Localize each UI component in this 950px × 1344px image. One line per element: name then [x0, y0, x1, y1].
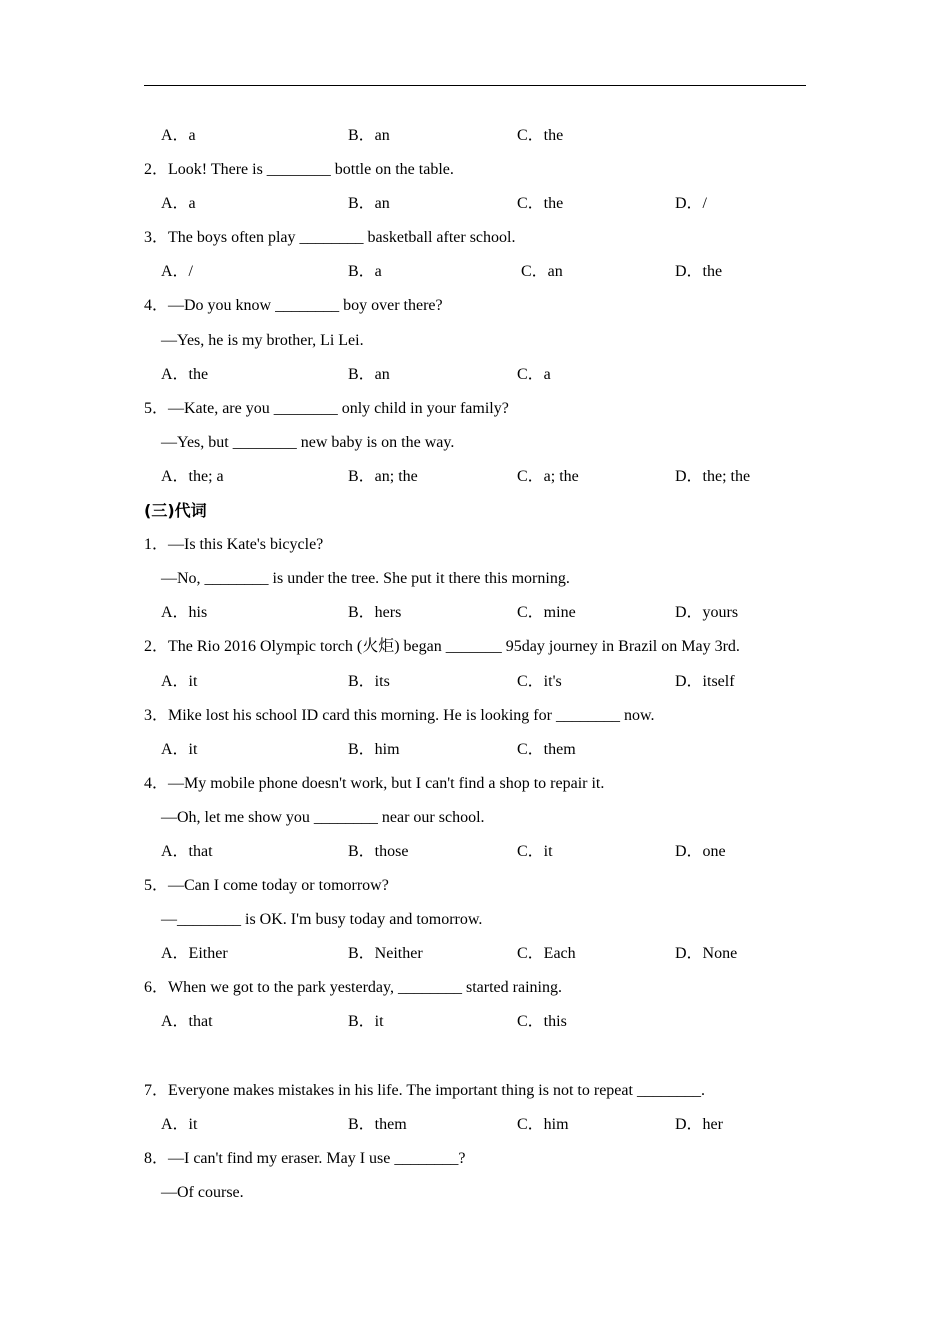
dialogue-reply: —________ is OK. I'm busy today and tomorrow.: [161, 911, 483, 929]
question-text: 7．Everyone makes mistakes in his life. The important thing is not to repeat ________.: [144, 1081, 705, 1099]
option-c[interactable]: C．an: [521, 263, 563, 281]
option-b[interactable]: B．a: [348, 263, 382, 281]
option-b[interactable]: B．its: [348, 672, 390, 690]
question-text: 6．When we got to the park yesterday, ________ started raining.: [144, 979, 562, 997]
section-heading: (三)代词: [144, 501, 207, 521]
option-c[interactable]: C．a: [517, 365, 551, 383]
options-row: [144, 835, 806, 869]
options-row: [144, 1005, 806, 1039]
dialogue-reply: —Yes, but ________ new baby is on the way.: [161, 433, 455, 451]
options-row: [144, 187, 806, 221]
option-c[interactable]: C．them: [517, 740, 576, 758]
options-row: [144, 1108, 806, 1142]
options-row: [144, 937, 806, 971]
option-b[interactable]: B．it: [348, 1013, 384, 1031]
option-d[interactable]: D．one: [675, 842, 726, 860]
question-text: 5．—Kate, are you ________ only child in your family?: [144, 399, 509, 417]
question-text: 3．Mike lost his school ID card this morning. He is looking for ________ now.: [144, 706, 655, 724]
option-c[interactable]: C．a; the: [517, 467, 579, 485]
header-rule: [144, 85, 806, 86]
option-b[interactable]: B．an; the: [348, 467, 418, 485]
option-d[interactable]: D．None: [675, 945, 738, 963]
option-a[interactable]: A．that: [161, 1013, 213, 1031]
option-b[interactable]: B．those: [348, 842, 409, 860]
dialogue-reply: —Oh, let me show you ________ near our school.: [161, 808, 485, 826]
option-b[interactable]: B．an: [348, 195, 390, 213]
question-text: 5．—Can I come today or tomorrow?: [144, 877, 389, 895]
option-b[interactable]: B．Neither: [348, 945, 423, 963]
option-a[interactable]: A．the; a: [161, 467, 224, 485]
option-d[interactable]: D．/: [675, 195, 708, 213]
option-d[interactable]: D．yours: [675, 604, 739, 622]
options-row: [144, 460, 806, 494]
option-c[interactable]: C．the: [517, 127, 564, 144]
question-text: 3．The boys often play ________ basketball after school.: [144, 229, 516, 247]
option-a[interactable]: A．it: [161, 740, 198, 758]
option-c[interactable]: C．mine: [517, 604, 576, 622]
option-b[interactable]: B．hers: [348, 604, 402, 622]
options-row: [144, 119, 806, 153]
dialogue-reply: —Of course.: [161, 1183, 244, 1201]
option-b[interactable]: B．him: [348, 740, 400, 758]
option-a[interactable]: A．Either: [161, 945, 228, 963]
option-d[interactable]: D．itself: [675, 672, 735, 690]
dialogue-reply: —Yes, he is my brother, Li Lei.: [161, 331, 364, 349]
question-text: 4．—Do you know ________ boy over there?: [144, 297, 443, 315]
worksheet: [144, 119, 806, 1210]
option-d[interactable]: D．the: [675, 263, 723, 281]
option-c[interactable]: C．him: [517, 1115, 569, 1133]
options-row: [144, 596, 806, 630]
option-c[interactable]: C．the: [517, 195, 564, 213]
options-row: [144, 255, 806, 289]
option-a[interactable]: A．his: [161, 604, 208, 622]
option-b[interactable]: B．them: [348, 1115, 407, 1133]
option-c[interactable]: C．it: [517, 842, 553, 860]
blank-spacer: [144, 1040, 806, 1074]
option-c[interactable]: C．Each: [517, 945, 576, 963]
option-a[interactable]: A．it: [161, 1115, 198, 1133]
option-a[interactable]: A．a: [161, 195, 196, 213]
question-text: 4．—My mobile phone doesn't work, but I can't find a shop to repair it.: [144, 774, 605, 792]
options-row: [144, 733, 806, 767]
option-a[interactable]: A．the: [161, 365, 209, 383]
question-text: 1．—Is this Kate's bicycle?: [144, 536, 324, 554]
option-d[interactable]: D．the; the: [675, 467, 751, 485]
option-b[interactable]: B．an: [348, 127, 390, 144]
option-d[interactable]: D．her: [675, 1115, 723, 1133]
option-a[interactable]: A．that: [161, 842, 213, 860]
options-row: [144, 665, 806, 699]
option-b[interactable]: B．an: [348, 365, 390, 383]
option-a[interactable]: A．a: [161, 127, 196, 144]
question-text: 2．The Rio 2016 Olympic torch (火炬) began _______ 95day journey in Brazil on May 3rd.: [144, 638, 740, 656]
option-a[interactable]: A．it: [161, 672, 198, 690]
question-text: 2．Look! There is ________ bottle on the table.: [144, 161, 454, 179]
question-text: 8．—I can't find my eraser. May I use ________?: [144, 1149, 466, 1167]
option-c[interactable]: C．this: [517, 1013, 567, 1031]
options-row: [144, 358, 806, 392]
dialogue-reply: —No, ________ is under the tree. She put it there this morning.: [161, 570, 570, 588]
option-a[interactable]: A．/: [161, 263, 194, 281]
option-c[interactable]: C．it's: [517, 672, 562, 690]
